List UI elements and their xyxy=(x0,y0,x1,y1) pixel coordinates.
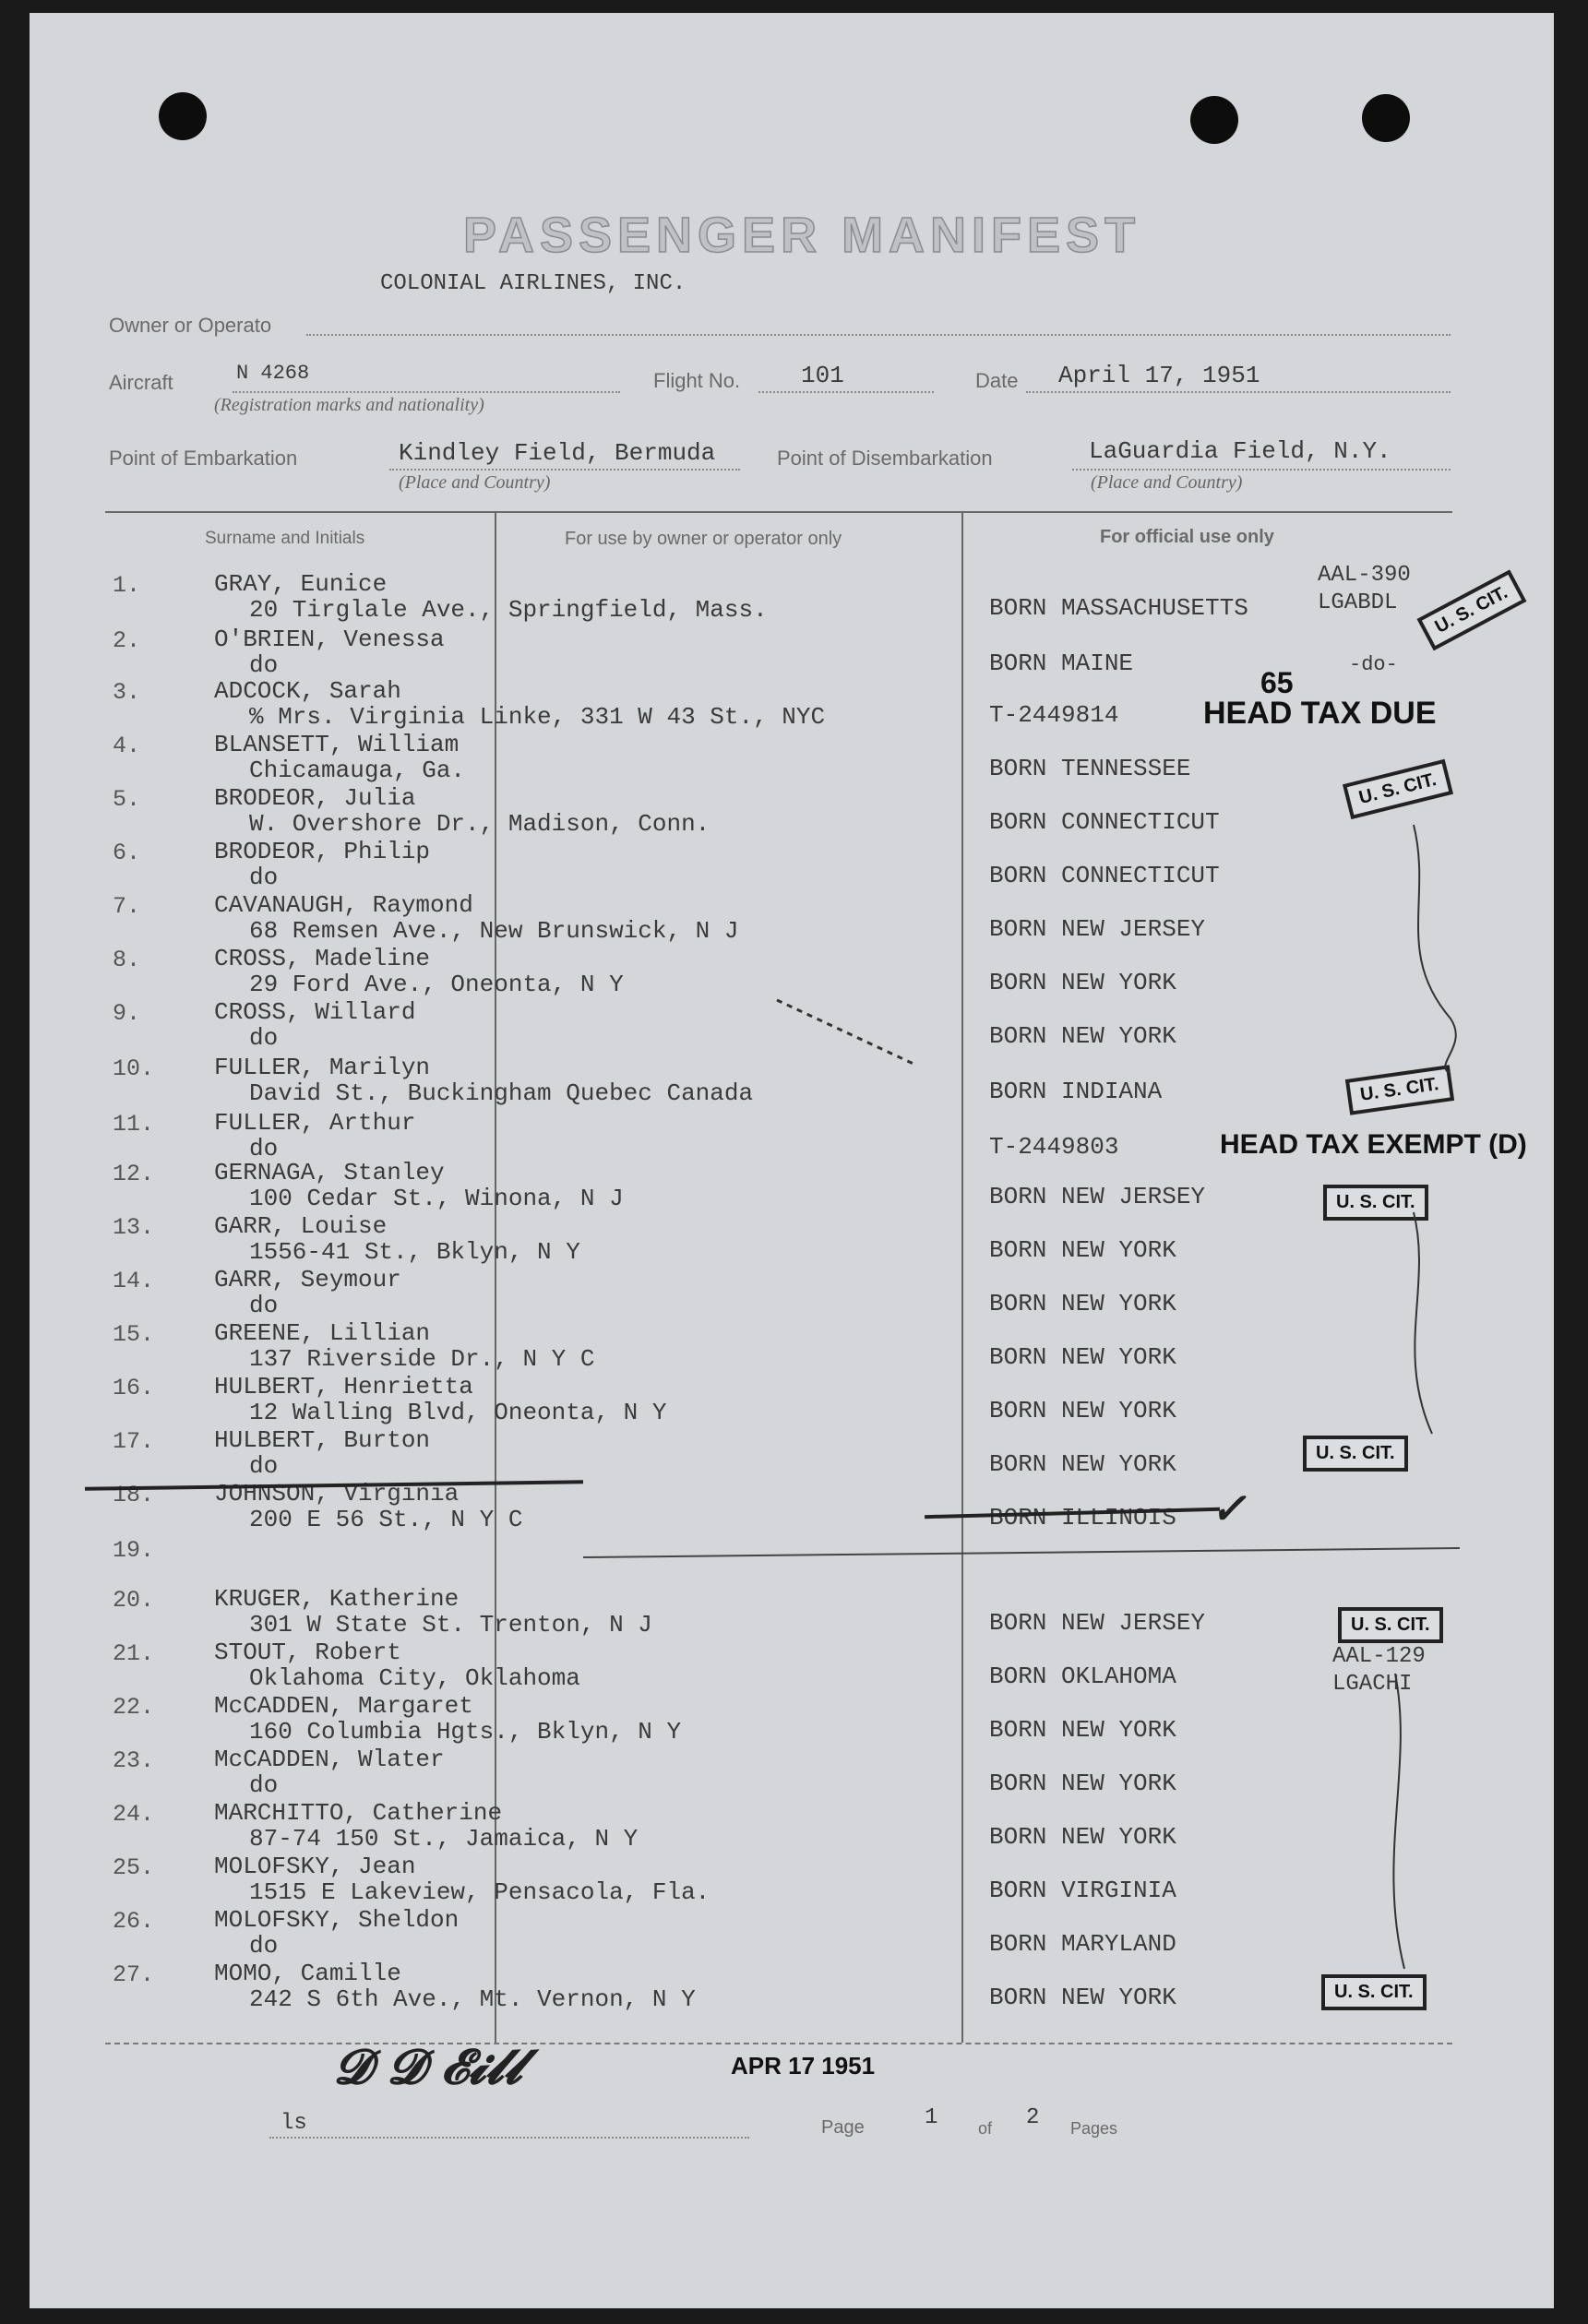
signature: 𝓓 𝓓 𝓔𝓲𝓵𝓵 xyxy=(334,2039,523,2095)
row-number: 10. xyxy=(113,1055,155,1082)
owner-label: Owner or Operato xyxy=(109,314,272,337)
head-tax-exempt: HEAD TAX EXEMPT (D) xyxy=(1220,1129,1527,1160)
row-number: 4. xyxy=(113,733,141,759)
pages-label: Pages xyxy=(1070,2119,1118,2138)
official-entry: BORN MARYLAND xyxy=(989,1930,1176,1958)
official-entry: BORN MASSACHUSETTS xyxy=(989,594,1248,622)
us-cit-stamp: U. S. CIT. xyxy=(1321,1974,1427,2010)
official-entry: BORN MAINE xyxy=(989,650,1134,677)
passenger-name: CAVANAUGH, Raymond xyxy=(214,891,473,919)
row-number: 19. xyxy=(113,1537,155,1564)
official-entry: BORN OKLAHOMA xyxy=(989,1663,1176,1690)
flight-label: Flight No. xyxy=(653,369,741,392)
passenger-name: McCADDEN, Margaret xyxy=(214,1692,473,1720)
passenger-name: ADCOCK, Sarah xyxy=(214,677,401,705)
official-entry: BORN CONNECTICUT xyxy=(989,862,1220,889)
owner-value: COLONIAL AIRLINES, INC. xyxy=(380,271,687,296)
passenger-name: BLANSETT, William xyxy=(214,731,460,758)
row-number: 23. xyxy=(113,1747,155,1774)
embark-value: Kindley Field, Bermuda xyxy=(399,439,716,467)
official-entry: BORN NEW JERSEY xyxy=(989,915,1206,943)
col-official-use: For official use only xyxy=(1100,527,1274,547)
us-cit-stamp: U. S. CIT. xyxy=(1303,1436,1408,1472)
passenger-name: MOLOFSKY, Sheldon xyxy=(214,1906,460,1934)
passenger-address: do xyxy=(249,1771,279,1799)
passenger-address: 100 Cedar St., Winona, N J xyxy=(249,1185,624,1212)
passenger-address: 137 Riverside Dr., N Y C xyxy=(249,1345,595,1373)
passenger-address: 242 S 6th Ave., Mt. Vernon, N Y xyxy=(249,1985,696,2013)
page-num: 1 xyxy=(925,2105,938,2130)
passenger-name: McCADDEN, Wlater xyxy=(214,1746,445,1773)
passenger-address: 301 W State St. Trenton, N J xyxy=(249,1611,652,1639)
passenger-name: GERNAGA, Stanley xyxy=(214,1159,445,1186)
passenger-name: CROSS, Willard xyxy=(214,998,416,1026)
row-number: 15. xyxy=(113,1321,155,1348)
date-value: April 17, 1951 xyxy=(1058,362,1260,389)
passenger-name: GRAY, Eunice xyxy=(214,570,388,598)
official-entry: BORN NEW YORK xyxy=(989,1290,1176,1317)
row-number: 18. xyxy=(113,1482,155,1508)
do-mark: -do- xyxy=(1349,653,1398,676)
us-cit-stamp: U. S. CIT. xyxy=(1416,570,1526,651)
passenger-name: MARCHITTO, Catherine xyxy=(214,1799,503,1827)
passenger-name: MOMO, Camille xyxy=(214,1960,401,1987)
registration-caption: (Registration marks and nationality) xyxy=(214,395,484,415)
passenger-address: do xyxy=(249,1024,279,1052)
official-entry: BORN NEW JERSEY xyxy=(989,1183,1206,1210)
us-cit-stamp: U. S. CIT. xyxy=(1338,1607,1443,1643)
row-number: 5. xyxy=(113,786,141,813)
passenger-address: do xyxy=(249,1135,279,1162)
lgachi: LGACHI xyxy=(1332,1672,1413,1697)
official-entry: BORN ILLINOIS xyxy=(989,1504,1176,1531)
row-number: 20. xyxy=(113,1587,155,1614)
official-entry: BORN NEW YORK xyxy=(989,1716,1176,1744)
manifest-sheet xyxy=(30,13,1554,2308)
passenger-name: GARR, Louise xyxy=(214,1212,388,1240)
official-entry: BORN NEW YORK xyxy=(989,1770,1176,1797)
passenger-address: 29 Ford Ave., Oneonta, N Y xyxy=(249,971,624,998)
flight-value: 101 xyxy=(801,362,844,389)
passenger-address: David St., Buckingham Quebec Canada xyxy=(249,1079,754,1107)
row-number: 14. xyxy=(113,1268,155,1294)
passenger-name: GREENE, Lillian xyxy=(214,1319,431,1347)
row-number: 12. xyxy=(113,1161,155,1187)
official-entry: BORN CONNECTICUT xyxy=(989,808,1220,836)
row-number: 24. xyxy=(113,1801,155,1828)
official-entry: BORN INDIANA xyxy=(989,1078,1163,1105)
passenger-address: do xyxy=(249,1932,279,1960)
passenger-address: Oklahoma City, Oklahoma xyxy=(249,1664,580,1692)
page-title: PASSENGER MANIFEST xyxy=(463,208,1141,263)
passenger-address: Chicamauga, Ga. xyxy=(249,757,466,784)
row-number: 2. xyxy=(113,627,141,654)
official-entry: BORN NEW YORK xyxy=(989,1450,1176,1478)
date-stamp: APR 17 1951 xyxy=(731,2052,876,2080)
row-number: 17. xyxy=(113,1428,155,1455)
lgabdl: LGABDL xyxy=(1318,590,1398,615)
num-65: 65 xyxy=(1260,666,1294,699)
passenger-name: CROSS, Madeline xyxy=(214,945,431,972)
col-surname: Surname and Initials xyxy=(205,529,365,548)
aircraft-label: Aircraft xyxy=(109,371,173,394)
row-number: 9. xyxy=(113,1000,141,1027)
row-number: 27. xyxy=(113,1961,155,1988)
passenger-name: HULBERT, Henrietta xyxy=(214,1373,473,1400)
date-label: Date xyxy=(975,369,1019,392)
head-tax-due: HEAD TAX DUE xyxy=(1203,696,1437,731)
official-entry: BORN NEW JERSEY xyxy=(989,1609,1206,1637)
official-entry: BORN NEW YORK xyxy=(989,1343,1176,1371)
row-number: 11. xyxy=(113,1111,155,1138)
us-cit-stamp: U. S. CIT. xyxy=(1343,759,1453,819)
initials-mark: ✓ xyxy=(1211,1484,1247,1533)
passenger-name: FULLER, Marilyn xyxy=(214,1054,431,1081)
passenger-name: FULLER, Arthur xyxy=(214,1109,416,1137)
passenger-address: do xyxy=(249,1452,279,1480)
official-entry: BORN NEW YORK xyxy=(989,969,1176,996)
embark-caption: (Place and Country) xyxy=(399,472,551,493)
passenger-name: KRUGER, Katherine xyxy=(214,1585,460,1613)
row-number: 22. xyxy=(113,1694,155,1721)
passenger-name: HULBERT, Burton xyxy=(214,1426,431,1454)
passenger-address: 1515 E Lakeview, Pensacola, Fla. xyxy=(249,1878,710,1906)
passenger-address: 160 Columbia Hgts., Bklyn, N Y xyxy=(249,1718,682,1746)
passenger-name: BRODEOR, Julia xyxy=(214,784,416,812)
passenger-name: STOUT, Robert xyxy=(214,1639,401,1666)
passenger-name: O'BRIEN, Venessa xyxy=(214,626,445,653)
aal129: AAL-129 xyxy=(1332,1644,1426,1669)
page-label: Page xyxy=(821,2117,865,2138)
of-label: of xyxy=(978,2119,993,2138)
us-cit-stamp: U. S. CIT. xyxy=(1345,1065,1454,1114)
passenger-name: MOLOFSKY, Jean xyxy=(214,1853,416,1880)
col-owner-use: For use by owner or operator only xyxy=(565,529,842,549)
row-number: 8. xyxy=(113,947,141,973)
official-entry: BORN NEW YORK xyxy=(989,1984,1176,2011)
disembark-label: Point of Disembarkation xyxy=(777,447,993,470)
row-number: 26. xyxy=(113,1908,155,1935)
row-number: 3. xyxy=(113,679,141,706)
official-entry: BORN NEW YORK xyxy=(989,1236,1176,1264)
official-entry: T-2449814 xyxy=(989,701,1119,729)
aircraft-value: N 4268 xyxy=(236,362,310,385)
passenger-address: 12 Walling Blvd, Oneonta, N Y xyxy=(249,1399,667,1426)
official-entry: BORN VIRGINIA xyxy=(989,1877,1176,1904)
passenger-address: do xyxy=(249,864,279,891)
official-entry: BORN NEW YORK xyxy=(989,1022,1176,1050)
pages-total: 2 xyxy=(1026,2105,1040,2130)
row-number: 16. xyxy=(113,1375,155,1401)
disembark-caption: (Place and Country) xyxy=(1091,472,1243,493)
passenger-name: JOHNSON, Virginia xyxy=(214,1480,460,1508)
row-number: 6. xyxy=(113,840,141,866)
passenger-name: GARR, Seymour xyxy=(214,1266,401,1293)
footer-ls: ls xyxy=(281,2111,307,2136)
official-entry: BORN NEW YORK xyxy=(989,1397,1176,1424)
official-entry: T-2449803 xyxy=(989,1133,1119,1161)
passenger-name: BRODEOR, Philip xyxy=(214,838,431,865)
row-number: 25. xyxy=(113,1854,155,1881)
us-cit-stamp: U. S. CIT. xyxy=(1323,1185,1428,1221)
passenger-address: do xyxy=(249,651,279,679)
passenger-address: 20 Tirglale Ave., Springfield, Mass. xyxy=(249,596,768,624)
passenger-address: 1556-41 St., Bklyn, N Y xyxy=(249,1238,580,1266)
official-entry: BORN NEW YORK xyxy=(989,1823,1176,1851)
aal390: AAL-390 xyxy=(1318,563,1411,588)
row-number: 21. xyxy=(113,1640,155,1667)
official-entry: BORN TENNESSEE xyxy=(989,755,1191,782)
passenger-address: 87-74 150 St., Jamaica, N Y xyxy=(249,1825,639,1853)
pen-lines xyxy=(30,13,1554,2308)
passenger-address: do xyxy=(249,1292,279,1319)
disembark-value: LaGuardia Field, N.Y. xyxy=(1089,437,1391,465)
row-number: 7. xyxy=(113,893,141,920)
passenger-address: 200 E 56 St., N Y C xyxy=(249,1506,523,1533)
passenger-address: 68 Remsen Ave., New Brunswick, N J xyxy=(249,917,739,945)
passenger-address: % Mrs. Virginia Linke, 331 W 43 St., NYC xyxy=(249,703,826,731)
row-number: 1. xyxy=(113,572,141,599)
passenger-address: W. Overshore Dr., Madison, Conn. xyxy=(249,810,710,838)
row-number: 13. xyxy=(113,1214,155,1241)
embark-label: Point of Embarkation xyxy=(109,447,298,470)
